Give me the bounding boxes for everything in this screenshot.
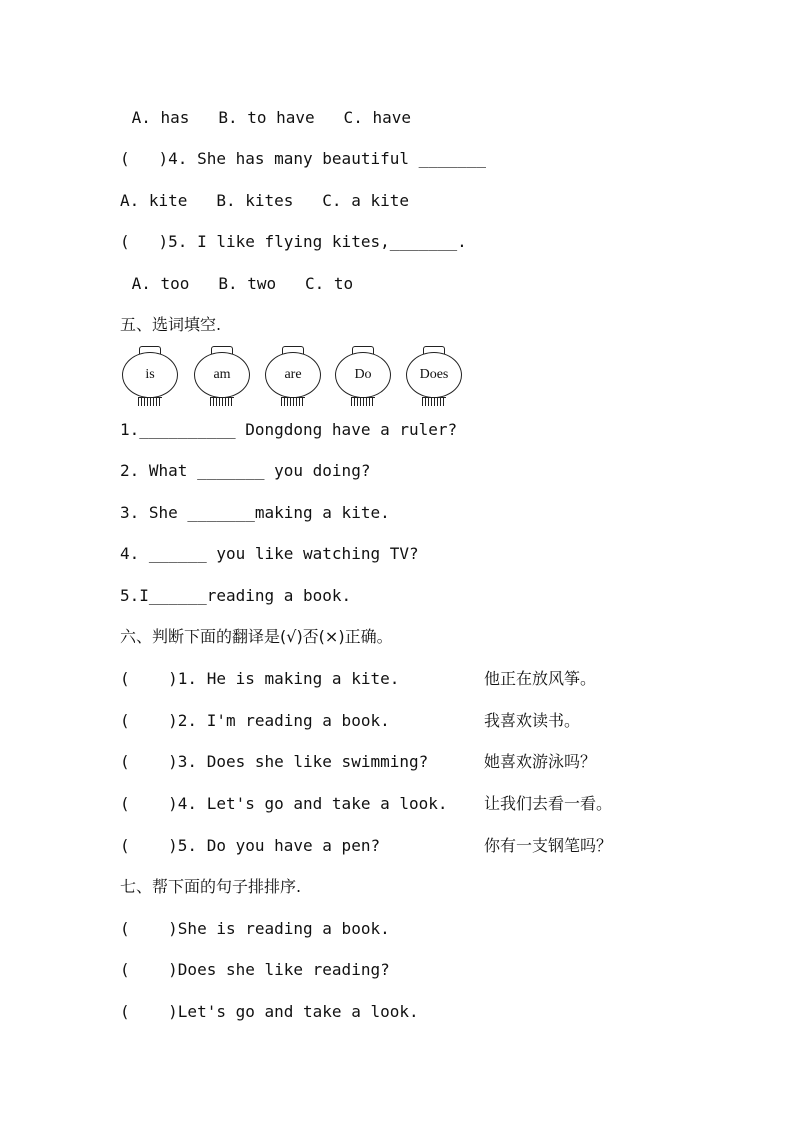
judge-item-cn: 她喜欢游泳吗？: [484, 752, 597, 771]
q5-options: A. too B. two C. to: [122, 274, 354, 293]
q4-stem: ( )4. She has many beautiful _______: [120, 149, 487, 168]
lantern-label: is: [122, 352, 178, 398]
q3-options: A. has B. to have C. have: [122, 108, 411, 127]
section6-heading: 六、判断下面的翻译是(√)否(×)正确。: [120, 627, 393, 646]
judge-item-cn: 让我们去看一看。: [484, 794, 613, 813]
judge-item-en: ( )4. Let's go and take a look.: [120, 794, 448, 813]
fill-item: 1.__________ Dongdong have a ruler?: [120, 420, 458, 439]
judge-item-cn: 我喜欢读书。: [484, 711, 581, 730]
lantern-word: [194, 346, 250, 408]
judge-item-cn: 他正在放风筝。: [484, 669, 597, 688]
lantern-label: am: [194, 352, 250, 398]
lantern-word: [265, 346, 321, 408]
lantern-word: [406, 346, 462, 408]
fill-item: 4. ______ you like watching TV?: [120, 544, 419, 563]
order-item: ( )Does she like reading?: [120, 960, 390, 979]
fill-item: 2. What _______ you doing?: [120, 461, 371, 480]
judge-item-en: ( )2. I'm reading a book.: [120, 711, 390, 730]
lantern-label: are: [265, 352, 321, 398]
order-item: ( )Let's go and take a look.: [120, 1002, 419, 1021]
lantern-word: [335, 346, 391, 408]
fill-item: 3. She _______making a kite.: [120, 503, 390, 522]
judge-item-en: ( )5. Do you have a pen?: [120, 836, 381, 855]
lantern-label: Does: [406, 352, 462, 398]
lantern-word: [122, 346, 178, 408]
judge-item-en: ( )1. He is making a kite.: [120, 669, 400, 688]
section7-heading: 七、帮下面的句子排排序.: [120, 877, 302, 896]
judge-item-en: ( )3. Does she like swimming?: [120, 752, 429, 771]
judge-item-cn: 你有一支钢笔吗？: [484, 836, 613, 855]
q5-stem: ( )5. I like flying kites,_______.: [120, 232, 467, 251]
order-item: ( )She is reading a book.: [120, 919, 390, 938]
section5-heading: 五、选词填空.: [120, 315, 222, 334]
lantern-label: Do: [335, 352, 391, 398]
q4-options: A. kite B. kites C. a kite: [120, 191, 409, 210]
fill-item: 5.I______reading a book.: [120, 586, 352, 605]
